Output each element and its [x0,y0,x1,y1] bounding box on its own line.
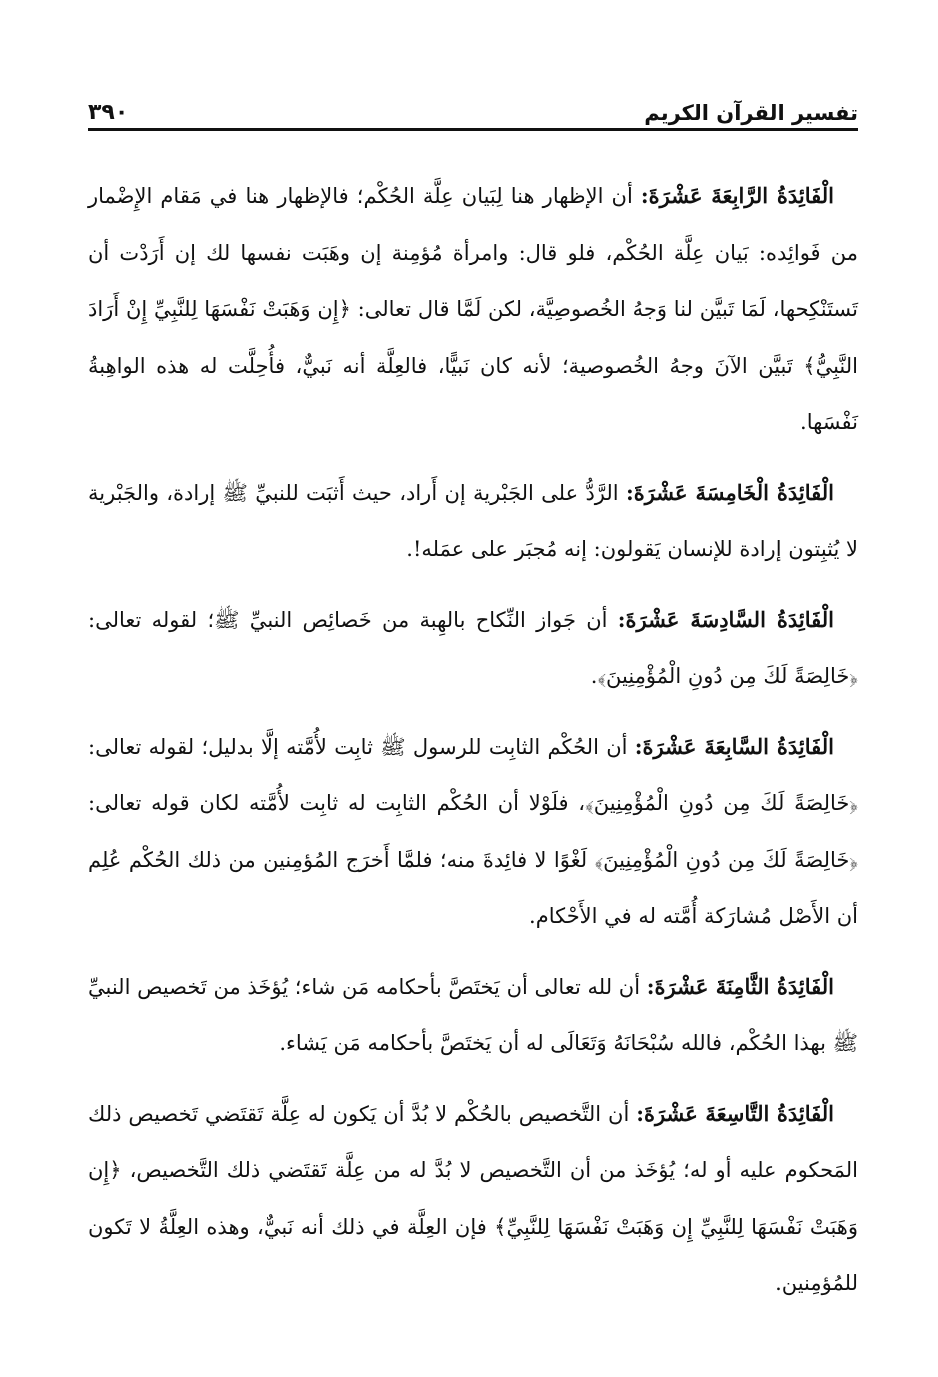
paragraph-benefit-18 [88,959,858,1072]
paragraph-benefit-15 [88,465,858,578]
page-number: ٣٩٠ [88,100,129,125]
paragraph-benefit-19 [88,1086,858,1312]
benefit-text: أن جَواز النِّكاح بالهِبة من خَصائِص النبيِّ ﷺ؛ لقوله تعالى: ﴿خَالِصَةً لَكَ مِن دُونِ الْمُؤْمِنِينَ﴾. [88,607,858,688]
benefit-text: أن الإظهار هنا لِبَيان عِلَّة الحُكْم؛ فالإظهار هنا في مَقام الإِضْمار من فَوائِده: بَيان عِلَّة الحُكْم، فلو قال: وامرأة مُؤمِنة إن وهَبَت نفسها لك إن أَرَدْت أن تَستَنْكِحها، لَمَا تَبيَّن لنا وَجهُ الخُصوصِيَّة، لكن لَمَّا قال تعالى: ﴿إِن وَهَبَتْ نَفْسَهَا لِلنَّبِيِّ إِنْ أَرَادَ النَّبِيُّ﴾ تَبيَّن الآنَ وجهُ الخُصوصية؛ لأنه كان نَبيًّا، فالعِلَّة أنه نَبيٌّ، فأُحِلَّت له هذه الواهِبةُ نَفْسَها. [88,184,858,434]
paragraph-benefit-17 [88,719,858,945]
benefit-text: أن لله تعالى أن يَختَصَّ بأحكامه مَن شاء؛ يُؤخَذ من تَخصيص النبيِّ ﷺ بهذا الحُكْم، فالله سُبْحَانَهُ وَتَعَالَى له أن يَختَصَّ بأحكامه مَن يَشاء. [88,974,858,1055]
header-rule [88,128,858,131]
paragraph-benefit-16 [88,592,858,705]
benefit-text: أن الحُكْم الثابِت للرسول ﷺ ثابِت لأُمَّته إلَّا بدليل؛ لقوله تعالى: ﴿خَالِصَةً لَكَ مِن دُونِ الْمُؤْمِنِينَ﴾، فلَوْلا أن الحُكْم الثابِت له ثابِت لأُمَّته لكان قوله تعالى: ﴿خَالِصَةً لَكَ مِن دُونِ الْمُؤْمِنِينَ﴾ لَغْوًا لا فائِدةَ منه؛ فلمَّا أَخرَج المُؤمِنين من ذلك الحُكْم عُلِم أن الأَصْل مُشارَكة أُمَّته له في الأَحْكام. [88,734,858,928]
paragraph-benefit-14 [88,168,858,451]
benefit-label: الْفَائِدَةُ الرَّابِعَةَ عَشْرَةَ: [640,183,834,208]
benefit-text: الرَّدُّ على الجَبْرية إن أَراد، حيث أَثبَت للنبيِّ ﷺ إرادة، والجَبْرية لا يُثبِتون إرادة للإنسان يَقولون: إنه مُجبَر على عمَله!. [88,480,858,561]
benefit-label: الْفَائِدَةُ الثَّامِنَةَ عَشْرَةَ: [646,973,834,999]
running-title: تفسير القرآن الكريم [644,101,858,125]
benefit-label: الْفَائِدَةُ التَّاسِعَةَ عَشْرَةَ: [636,1100,834,1126]
benefit-label: الْفَائِدَةُ الْخَامِسَةَ عَشْرَةَ: [625,479,835,505]
benefit-text: أن التَّخصيص بالحُكْم لا بُدَّ أن يَكون له عِلَّة تَقتَضي تَخصيص ذلك المَحكوم عليه أو له؛ يُؤخَذ من أن التَّخصيص لا بُدَّ له من عِلَّة تَقتَضي ذلك التَّخصيص، ﴿إِن وَهَبَتْ نَفْسَهَا لِلنَّبِيِّ إِن وَهَبَتْ نَفْسَهَا لِلنَّبِيِّ﴾ فإن العِلَّة في ذلك أنه نَبيٌّ، وهذه العِلَّةُ لا تَكون للمُؤمِنين. [88,1101,858,1295]
benefit-label: الْفَائِدَةُ السَّادِسَةَ عَشْرَةَ: [617,606,834,632]
page-body [88,168,858,1326]
page-header [88,88,858,128]
benefit-label: الْفَائِدَةُ السَّابِعَةَ عَشْرَةَ: [634,733,835,759]
